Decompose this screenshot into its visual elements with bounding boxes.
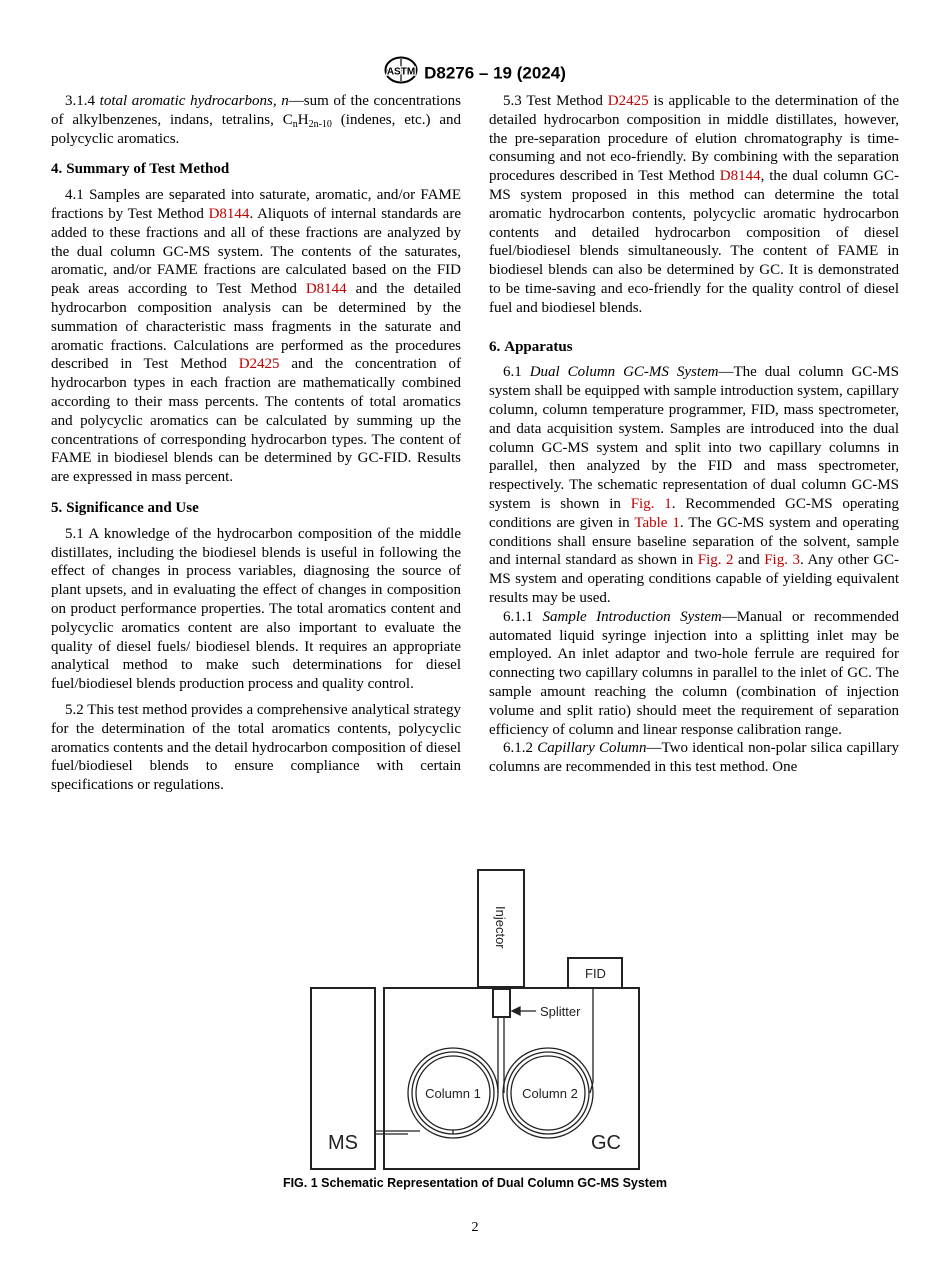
paragraph-6-1: 6.1 Dual Column GC-MS System—The dual column GC-MS system shall be equipped with sample introduction system, capillary column, column temperature programmer, FID, mass spectrometer, and data acquisition system. Samples are introduced into the dual column GC-MS system and split into two capillary columns in parallel, then analyzed by the FID and mass spectrometer, respectively. The schematic representation of dual column GC-MS system is shown in Fig. 1. Recommended GC-MS operating conditions are given in Table 1. The GC-MS system and operating conditions shall ensure baseline separation of the solvent, sample and internal standard as shown in Fig. 2 and Fig. 3. Any other GC-MS system and operating conditions capable of yielding equivalent results may be used. [489, 364, 900, 606]
page-header [0, 56, 950, 91]
section-5-heading: 5. Significance and Use [51, 499, 199, 516]
ref-d8144-link[interactable]: D8144 [305, 281, 347, 298]
figure-1-schematic [300, 862, 660, 1180]
splitter-box [493, 989, 510, 1017]
injector-label: Injector [493, 906, 508, 949]
section-6-heading: 6. Apparatus [489, 338, 573, 355]
ref-fig-1-link[interactable]: Fig. 1 [630, 495, 672, 512]
figure-1-caption: FIG. 1 Schematic Representation of Dual Column GC-MS System [282, 1176, 668, 1190]
astm-logo [384, 56, 418, 91]
paragraph-6-1-2: 6.1.2 Capillary Column—Two identical non-polar silica capillary columns are recommended in this test method. One [489, 740, 899, 776]
ref-fig-3-link[interactable]: Fig. 3 [764, 552, 800, 569]
ref-d2425-link[interactable]: D2425 [238, 356, 280, 373]
svg-text:ASTM: ASTM [386, 66, 416, 78]
right-column [489, 92, 899, 777]
ref-d8144-link[interactable]: D8144 [208, 205, 250, 222]
ref-d8144-link[interactable]: D8144 [719, 168, 761, 185]
splitter-label: Splitter [540, 1004, 581, 1019]
paragraph-6-1-1: 6.1.1 Sample Introduction System—Manual or recommended automated liquid syringe injection into a splitting inlet may be employed. An inlet adaptor and two-hole ferrule are required for connecting two capillary columns in parallel to the inlet of GC. The sample amount reaching the column (combination of injection volume and split ratio) should meet the requirement of separation efficiency of column and linear response calibration range. [489, 608, 899, 738]
fid-label: FID [585, 966, 606, 981]
ref-table-1-link[interactable]: Table 1 [634, 514, 680, 531]
ref-fig-2-link[interactable]: Fig. 2 [697, 552, 734, 569]
paragraph-4-1: 4.1 Samples are separated into saturate, aromatic, and/or FAME fractions by Test Method D8144. Aliquots of internal standards are added to these fractions and all of these fractions are analyzed by the dual column GC-MS system. The contents of the saturates, aromatic, and/or FAME fractions are calculated based on the FID peak areas according to Test Method D8144 and the detailed hydrocarbon composition analysis can be determined by the summation of characteristic mass fragments in the saturate and aromatic fractions. Calculations are performed as the procedures described in Test Method D2425 and the concentration of hydrocarbon types in each fraction are mathematically combined according to their mass percents. The contents of total aromatics and polycyclic aromatics can be calculated by summing up the concentrations of corresponding hydrocarbon types. The content of FAME in biodiesel blends can be determined by GC-FID. Results are expressed in mass percent. [51, 187, 462, 486]
left-column [51, 92, 461, 795]
paragraph-5-3: 5.3 Test Method D2425 is applicable to the determination of the detailed hydrocarbon composition in middle distillates, however, the pre-separation procedure of elution chromatography is time-consuming and not eco-friendly. By combining with the separation procedures described in Test Method D8144, the dual column GC-MS system proposed in this method can determine the total aromatic hydrocarbon contents, polycyclic aromatic hydrocarbon contents and detailed hydrocarbon composition of diesel fuel/biodiesel blends simultaneously. The content of FAME in biodiesel blends can also be determined by GC. It is demonstrated to be time-saving and eco-friendly for the quality control of diesel fuel and biodiesel blends. [489, 93, 899, 316]
ms-label: MS [328, 1132, 358, 1154]
ref-d2425-link[interactable]: D2425 [607, 93, 649, 109]
section-4-heading: 4. Summary of Test Method [51, 161, 230, 178]
paragraph-5-2: 5.2 This test method provides a comprehensive analytical strategy for the determination of the total aromatics contents, polycyclic aromatics contents and the detail hydrocarbon composition of diesel fuel/biodiesel blends to ensure compliance with certain specifications or regulations. [51, 701, 461, 794]
paragraph-5-1: 5.1 A knowledge of the hydrocarbon composition of the middle distillates, including the biodiesel blends is useful in following the effect of changes in process variables, diagnosing the source of plant upsets, and in evaluating the effect of changes in composition on product performance properties. The total aromatics content and polycyclic aromatics content are also important to evaluate the quality of diesel fuels/ biodiesel blends. It requires an appropriate analytical method to make such determinations for diesel fuel/biodiesel blends production process and quality control. [51, 525, 461, 693]
page-number: 2 [471, 1220, 479, 1235]
document-designation: D8276 – 19 (2024) [424, 63, 566, 83]
column-1-label: Column 1 [425, 1086, 481, 1101]
paragraph-3-1-4: 3.1.4 total aromatic hydrocarbons, n—sum of the concentrations of alkylbenzenes, indans, tetralins, $C_nH_{2n-10}$ (indenes, etc.) and polycyclic aromatics. [51, 93, 461, 147]
gc-label: GC [591, 1132, 621, 1154]
column-2-label: Column 2 [522, 1086, 578, 1101]
